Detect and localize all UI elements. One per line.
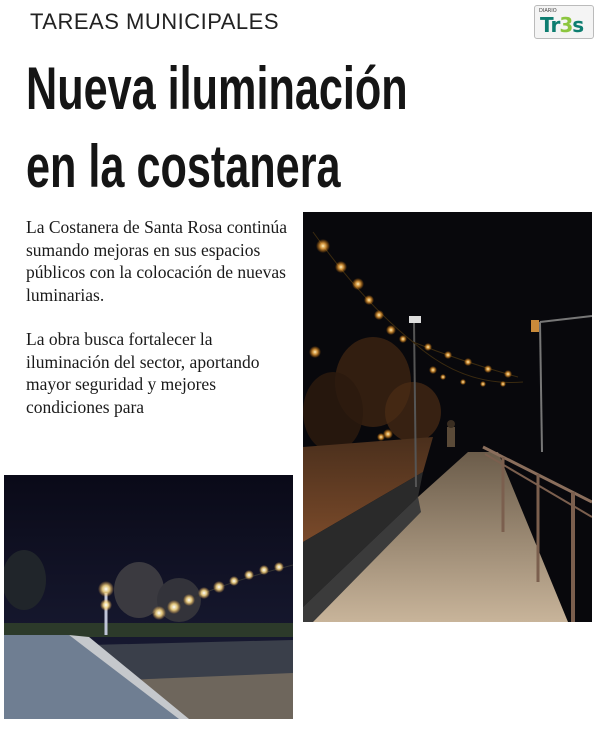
logo-wordmark: Tr3s [540,13,584,37]
headline-line-2: en la costanera [26,133,341,200]
boardwalk-night-photo [303,212,592,622]
boardwalk-night-illustration [303,212,592,622]
headline [26,50,429,206]
article-body [26,216,291,440]
riverside-night-photo [4,475,293,719]
body-paragraph-2: La obra busca fortalecer la iluminación del sector, aportando mayor seguridad y mejores condiciones para [26,329,260,417]
publication-logo[interactable] [534,5,594,39]
section-label: TAREAS MUNICIPALES [30,9,280,34]
logo-small-text: DIARIO [539,8,557,14]
riverside-night-illustration [4,475,293,719]
headline-line-1: Nueva iluminación [26,55,408,122]
body-paragraph-1: La Costanera de Santa Rosa continúa sumando mejoras en sus espacios públicos con la colocación de nuevas luminarias. [26,217,287,305]
